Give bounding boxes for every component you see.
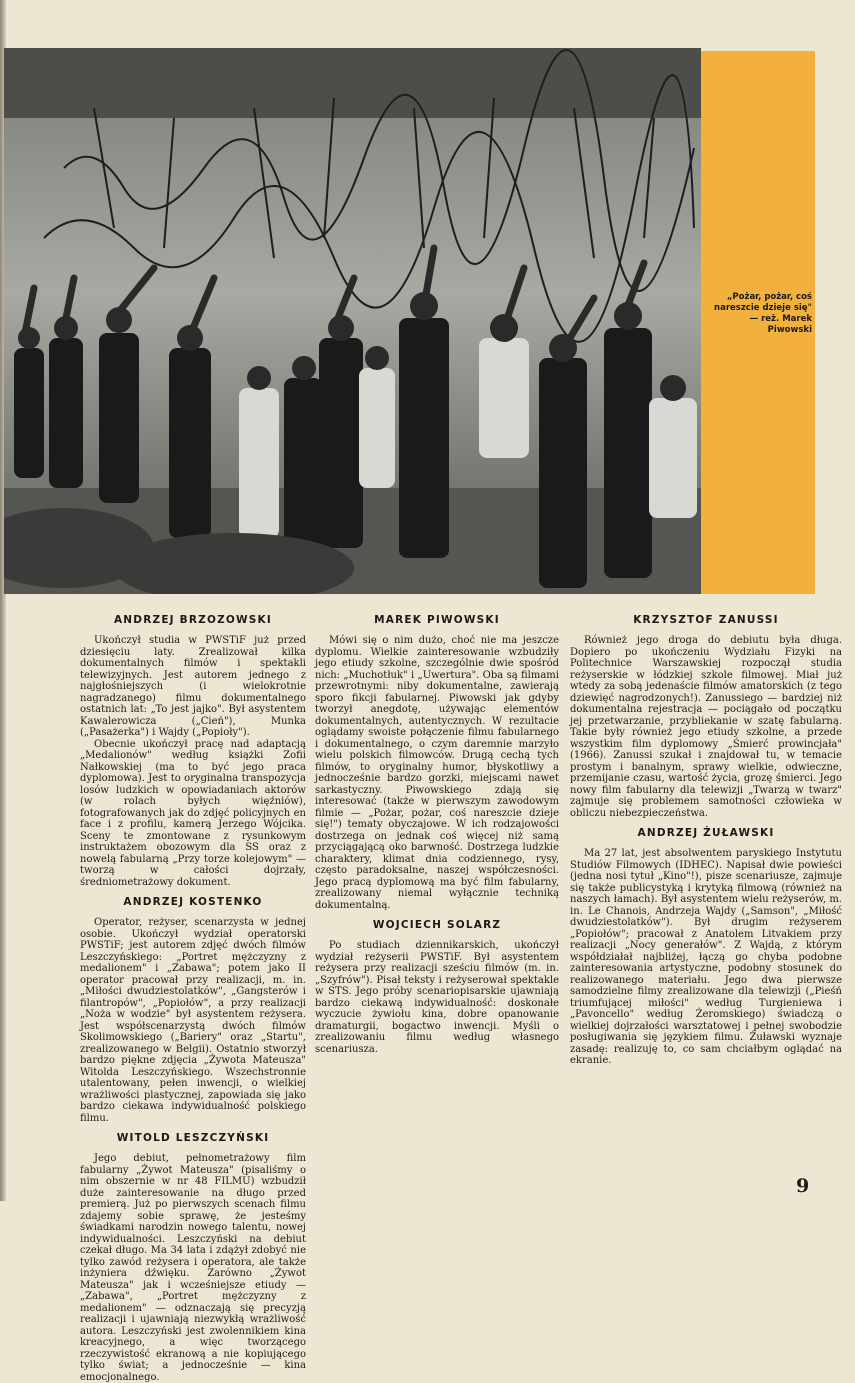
- leszczynski-paragraph-1: Jego debiut, pełnometrażowy film fabularny „Żywot Mateusza" (pisaliśmy o nim obszernie w nr 48 FILMU) wzbudził duże zainteresowanie na długo przed premierą. Już po pierwszych scenach filmu zdajemy sobie sprawę, że jesteśmy świadkami narodzin nowego talentu, nowej indywidualności. Leszczyński na debiut czekał długo. Ma 34 lata i zdążył zdobyć nie tylko zawód reżysera i operatora, ale także inżyniera dźwięku. Zarówno „Żywot Mateusza" jak i wcześniejsze etiudy — „Zabawa", „Portret mężczyzny z medalionem" — odznaczają się precyzją realizacji i ujawniają niezwykłą wrażliwość autora. Leszczyński jest zwolennikiem kina kreacyjnego, a więc tworzącego rzeczywistość ekranową a nie kopiującego tylko świat; a jednocześnie — kina emocjonalnego.: [80, 1153, 306, 1383]
- film-still-photo: [4, 48, 701, 594]
- zanussi-paragraph-1: Również jego droga do debiutu była długa. Dopiero po ukończeniu Wydziału Fizyki na Politechnice Warszawskiej rozpoczął studia reżyserskie w łódzkiej szkole filmowej. Miał już wtedy za sobą jedenaście filmów amatorskich (z tego dziewięć nagrodzonych!). Zanussiego — bardziej niż dokumentalna rejestracja — pociągało od początku jej przetwarzanie, przybliekanie w szatę fabularną. Takie były również jego etiudy szkolne, a przede wszystkim film dyplomowy „Śmierć prowincjała" (1966). Zanussi szukał i znajdował tu, w temacie prostym i banalnym, sprawy wielkie, odwieczne, przemijanie czasu, wartość życia, grozę śmierci. Jego nowy film fabularny dla telewizji „Twarzą w twarz" zajmuje się problemem samotności człowieka w obliczu niebezpieczeństwa.: [570, 635, 842, 819]
- brzozowski-paragraph-1: Ukończył studia w PWSTiF już przed dziesięciu laty. Zrealizował kilka dokumentalnych filmów i spektakli telewizyjnych. Jest autorem jednego z najgłośniejszych (i wielokrotnie nagradzanego) filmu dokumentalnego ostatnich lat: „To jest jajko". Był asystentem Kawalerowicza („Cień"), Munka („Pasażerka") i Wajdy („Popioły").: [80, 635, 306, 738]
- kostenko-paragraph-1: Operator, reżyser, scenarzysta w jednej osobie. Ukończył wydział operatorski PWSTiF; jest autorem zdjęć dwóch filmów Leszczyńskiego: „Portret mężczyzny z medalionem" i „Zabawa"; potem jako II operator pracował przy realizacji, m. in. „Miłości dwudziestolatków", „Gangsterów i filantropów", „Popiołów", a przy realizacji „Noża w wodzie" był asystentem reżysera. Jest współscenarzystą dwóch filmów Skolimowskiego („Bariery" oraz „Startu", zrealizowanego w Belgii). Ostatnio stworzył bardzo piękne zdjęcia „Żywota Mateusza" Witolda Leszczyńskiego. Wszechstronnie utalentowany, pełen inwencji, o wielkiej wrażliwości plastycznej, zapowiada się jako bardzo ciekawa indywidualność polskiego filmu.: [80, 917, 306, 1124]
- heading-brzozowski: ANDRZEJ BRZOZOWSKI: [113, 614, 273, 626]
- heading-kostenko: ANDRZEJ KOSTENKO: [123, 896, 263, 908]
- zulawski-paragraph-1: Ma 27 lat, jest absolwentem paryskiego Instytutu Studiów Filmowych (IDHEC). Napisał dwie powieści (jedna nosi tytuł „Kino"!), pisze scenariusze, zajmuje się także publicystyką i krytyką filmową (również na naszych łamach). Był asystentem wielu reżyserów, m. in. Le Chanois, Andrzeja Wajdy („Samson", „Miłość dwudziestolatków"). Był drugim reżyserem „Popiołów"; pracował z Anatolem Litvakiem przy realizacji „Nocy generałów". Z Wajdą, z którym współdziałał najbliżej, łączą go chyba podobne zainteresowania artystyczne, podobny stosunek do realizowanego materiału. Jego dwa pierwsze samodzielne filmy zrealizowane dla telewizji („Pieśń triumfującej miłości" według Turgieniewa i „Pavoncello" według Żeromskiego) świadczą o wielkiej dojrzałości warsztatowej i pełnej swobodzie posługiwania się językiem filmu. Żuławski wyznaje zasadę: realizuję to, co sam chciałbym oglądać na ekranie.: [570, 848, 842, 1066]
- piwowski-paragraph-1: Mówi się o nim dużo, choć nie ma jeszcze dyplomu. Wielkie zainteresowanie wzbudziły jego etiudy szkolne, szczególnie dwie spośród nich: „Muchotłuk" i „Uwertura". Oba są filmami przewrotnymi: niby dokumentalne, zawierają sporo fikcji fabularnej. Piwowski jak gdyby tworzył anegdotę, używając elementów dokumentalnych, autentycznych. W rezultacie oglądamy swoiste połączenie filmu fabularnego i dokumentalnego, o czym daremnie marzyło wielu polskich filmowców. Drugą cechą tych filmów, to oryginalny humor, błyskotliwy a jednocześnie bardzo gorzki, miejscami nawet sarkastyczny. Piwowskiego zdają się interesować (także w pierwszym zawodowym filmie — „Pożar, pożar, coś nareszcie dzieje się!") tematy obyczajowe. W ich rodzajowości dostrzega on jednak coś więcej niż samą przyciągającą oko barwność. Dostrzega ludzkie charaktery, klimat dnia codziennego, rysy, często paradoksalne, naszej współczesności. Jego pracą dyplomową ma być film fabularny, zrealizowany niemal wyłącznie techniką dokumentalną.: [315, 635, 559, 911]
- solarz-paragraph-1: Po studiach dziennikarskich, ukończył wydział reżyserii PWSTiF. Był asystentem reżysera przy realizacji sześciu filmów (m. in. „Szyfrów"). Pisał teksty i reżyserował spektakle w STS. Jego próby scenariopisarskie ujawniają bardzo ciekawą indywidualność: doskonałe wyczucie żywiołu kina, dobre opanowanie dramaturgii, bogactwo inwencji. Myśli o zrealizowaniu filmu według własnego scenariusza.: [315, 940, 559, 1055]
- heading-leszczynski: WITOLD LESZCZYŃSKI: [116, 1132, 270, 1144]
- heading-zanussi: KRZYSZTOF ZANUSSI: [633, 614, 779, 626]
- heading-piwowski: MAREK PIWOWSKI: [374, 614, 500, 626]
- film-still-illustration: [4, 48, 701, 594]
- photo-caption: „Pożar, pożar, coś nareszcie dzieje się" — reż. Marek Piwowski: [714, 292, 812, 335]
- column-1: [80, 606, 306, 1383]
- column-2: [315, 606, 559, 1055]
- heading-solarz: WOJCIECH SOLARZ: [372, 919, 502, 931]
- column-3: [570, 606, 842, 1067]
- page-number: 9: [796, 1175, 810, 1197]
- heading-zulawski: ANDRZEJ ŻUŁAWSKI: [637, 827, 775, 839]
- brzozowski-paragraph-2: Obecnie ukończył pracę nad adaptacją „Medalionów" według książki Zofii Nałkowskiej (ma to być jego praca dyplomowa). Jest to oryginalna transpozycja losów ludzkich w opowiadaniach aktorów (w rolach byłych więźniów), fotografowanych jak do zdjęć policyjnych en face i z profilu, kamerą Jerzego Wójcika. Sceny te zmontowane z rysunkowym instruktażem obozowym dla SS oraz z nowelą fabularną „Przy torze kolejowym" — tworzą w całości dojrzały, średniometrażowy dokument.: [80, 738, 306, 888]
